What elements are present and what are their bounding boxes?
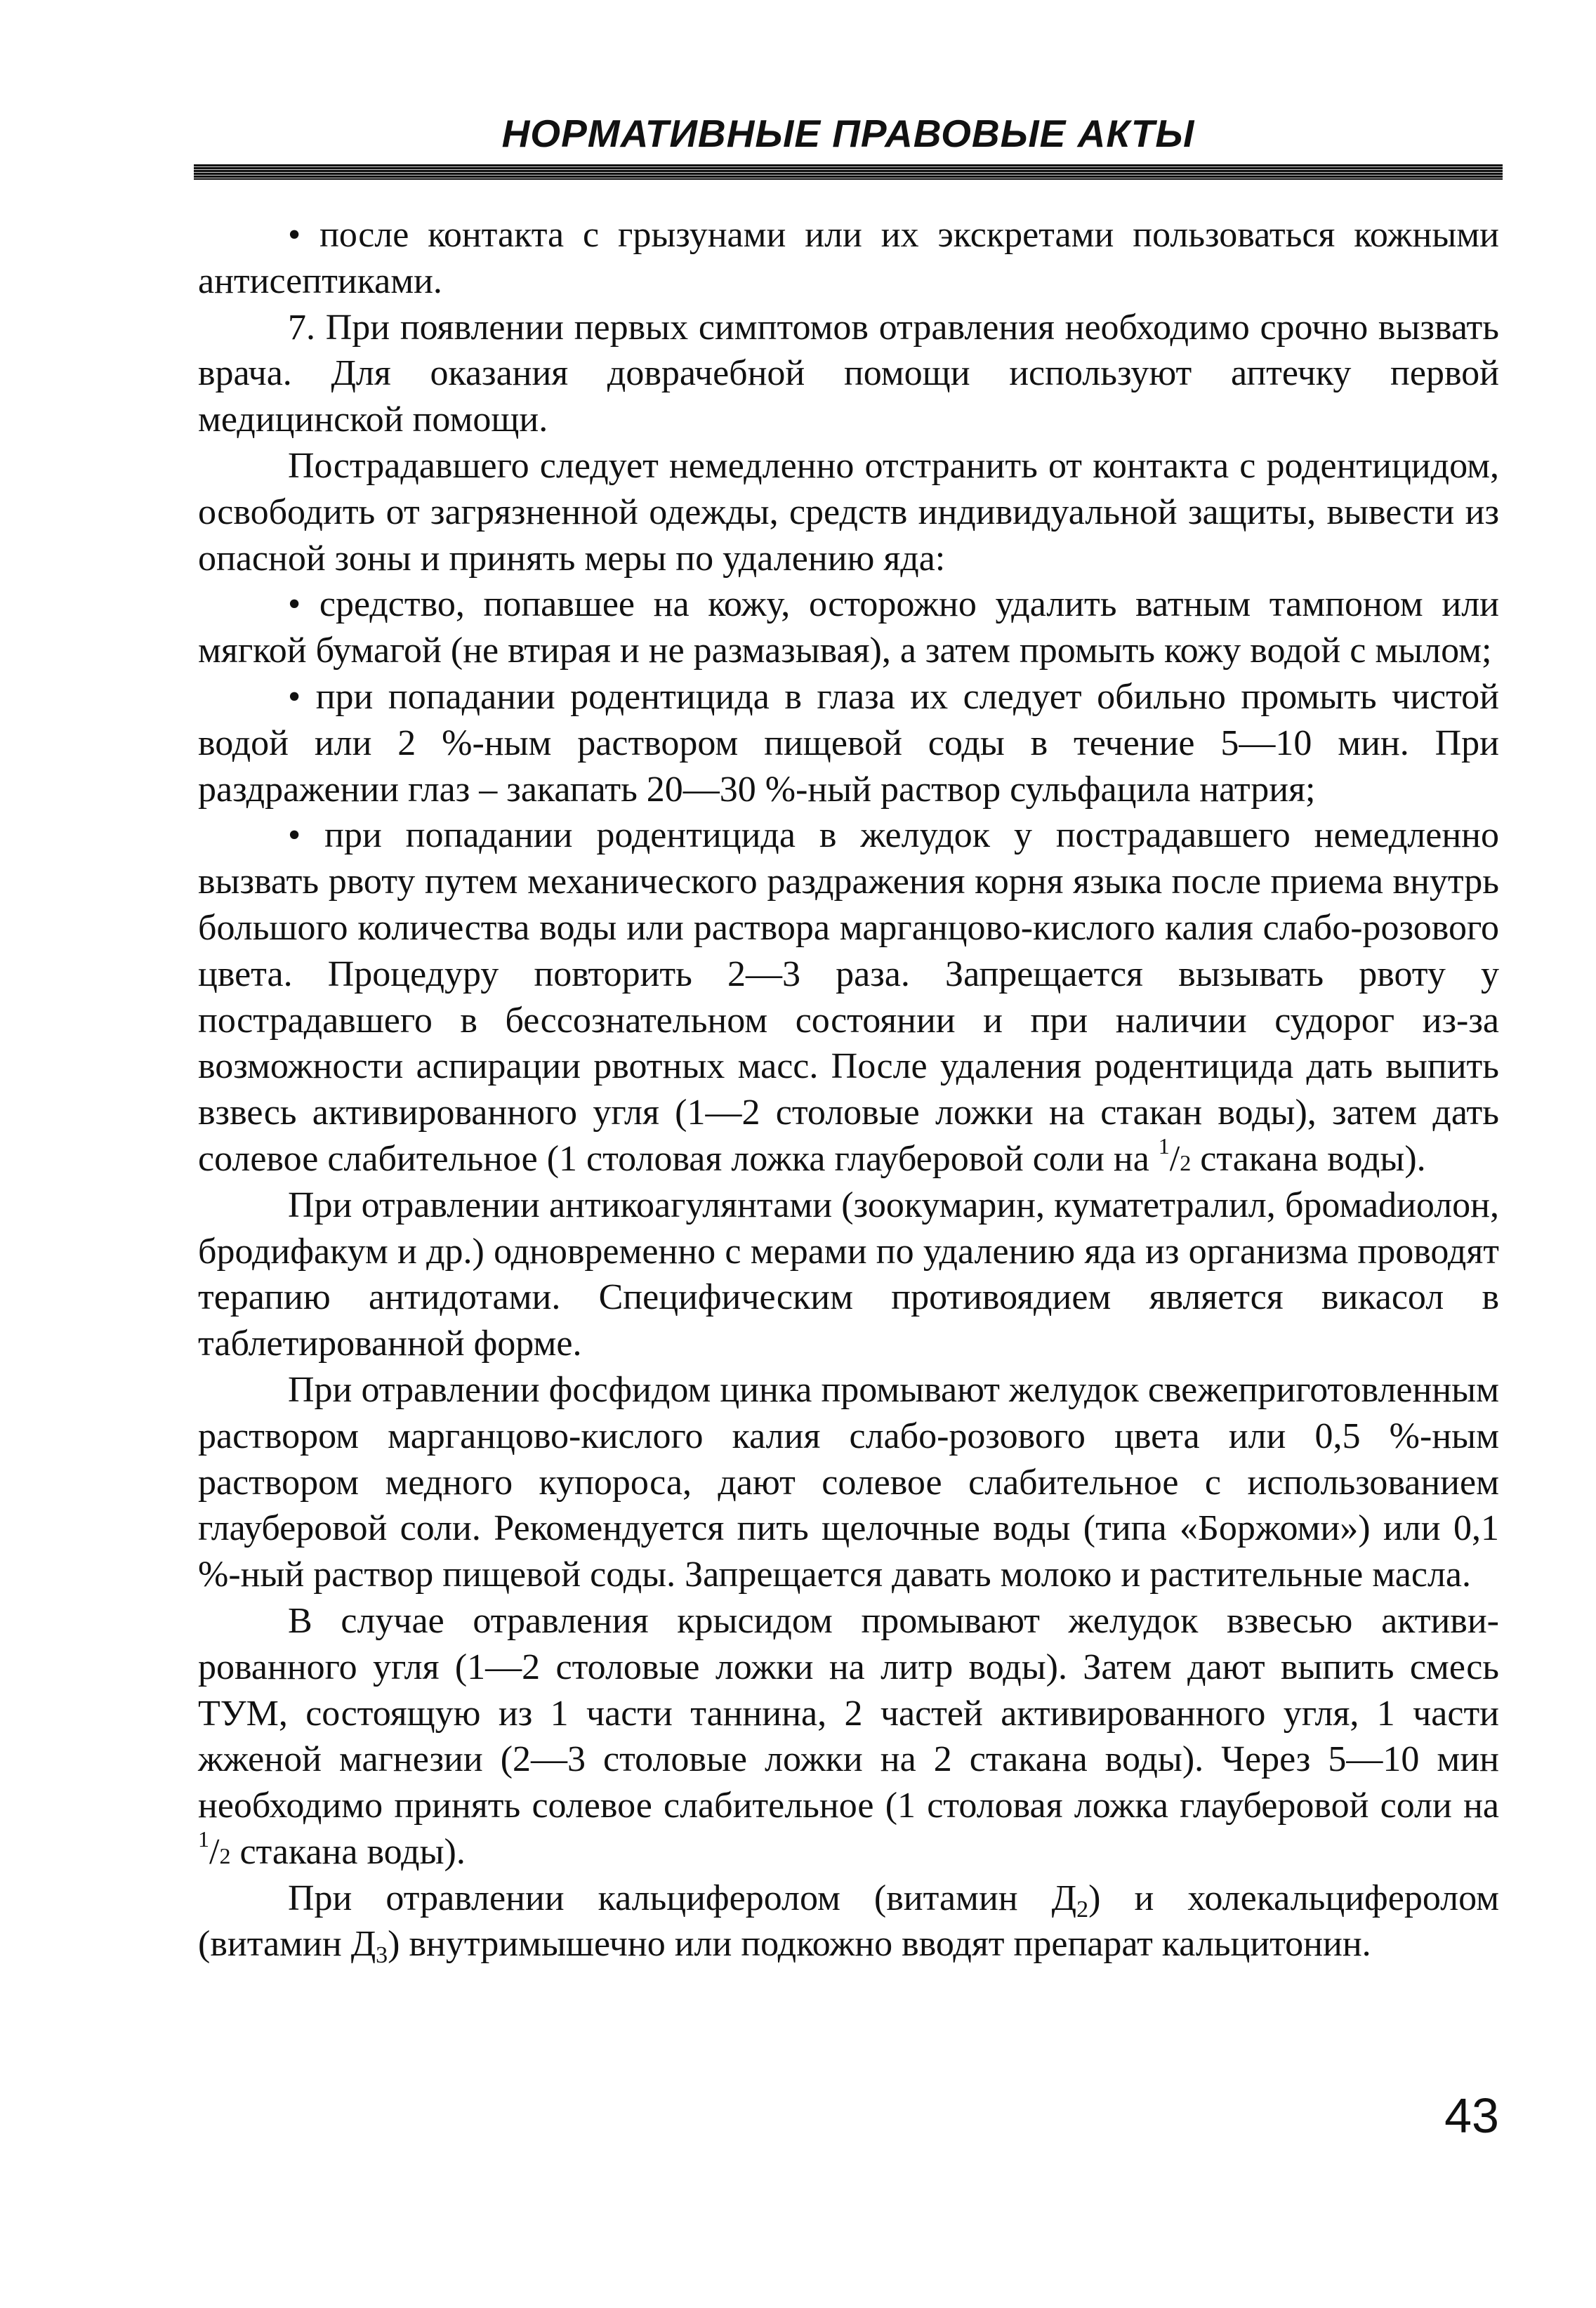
paragraph-anticoagulants: При отравлении антикоагулянтами (зоокумарин, куматетралил, бромаdиолон, бродифакум и др.) одновременно с мерами по удалению яда из организма проводят терапию антидотами. Специфическим противоядием является викасол в таблетированной форме. (198, 1185, 1499, 1364)
paragraph-stomach-contact (198, 812, 1499, 1182)
paragraph-eye-contact: • при попадании родентицида в глаза их следует обильно промыть чистой водой или 2 %-ным раствором пищевой соды в течение 5—10 мин. При раздражении глаз – закапать 20—30 %-ный раствор сульфацила натрия; (198, 676, 1499, 810)
header-rule (194, 164, 1503, 180)
fraction-slash: / (1169, 1138, 1180, 1179)
paragraph-antiseptics: • после контакта с грызунами или их экскретами пользоваться кожными антисептиками. (198, 215, 1499, 301)
fraction-numerator: 1 (198, 1826, 209, 1852)
paragraph-stomach-text: • при попадании родентицида в желудок у пострадавшего немедленно вызвать рвоту путем механического раздражения корня языка после приема внутрь большого количества воды или раствора марганцово-кислого калия слабо-розового цвета. Процедуру повторить 2—3 раза. Запрещается вызывать рвоту у пострадавшего в бессознательном состоянии и при наличии судорог из-за возможности аспирации рвотных масс. После удаления родентицида дать выпить взвесь активированного угля (1—2 столовые ложки на стакан воды), затем дать солевое слабительное (1 столовая ложка глауберовой соли на (198, 815, 1499, 1179)
fraction-numerator: 1 (1158, 1133, 1170, 1159)
paragraph-krysid (198, 1598, 1499, 1875)
running-header (194, 105, 1503, 161)
subscript-d3: 3 (376, 1942, 388, 1969)
fraction-denominator: 2 (1180, 1149, 1192, 1175)
paragraph-skin-contact: • средство, попавшее на кожу, осторожно удалить ватным тампоном или мягкой бумагой (не втирая и не размазывая), а затем промыть кожу водой с мылом; (198, 584, 1499, 671)
paragraph-krysid-text: В случае отравления крысидом промывают желудок взвесью активированного угля (1—2 столовые ложки на литр воды). Затем дают выпить смесь ТУМ, состоящую из 1 части таннина, 2 частей активированного угля, 1 части жженой магнезии (2—3 столовые ложки на 2 стакана воды). Через 5—10 мин необходимо принять солевое слабительное (1 столовая ложка глауберовой соли на (198, 1600, 1499, 1826)
page-number: 43 (1444, 2088, 1499, 2143)
paragraph-first-symptoms: 7. При появлении первых симптомов отравления необходимо срочно вызвать врача. Для оказания доврачебной помощи используют аптечку первой медицинской помощи. (198, 307, 1499, 440)
running-header-title: НОРМАТИВНЫЕ ПРАВОВЫЕ АКТЫ (501, 112, 1195, 155)
fraction-slash: / (209, 1831, 220, 1872)
fraction-denominator: 2 (219, 1842, 231, 1868)
paragraph-krysid-tail: стакана воды). (230, 1831, 466, 1872)
paragraph-calciferol-text: При отравлении кальциферолом (витамин Д (288, 1878, 1077, 1918)
paragraph-zinc-phosphide: При отравлении фосфидом цинка промывают желудок свежеприготовленным раствором марганцово-кислого калия слабо-розового цвета или 0,5 %-ным раствором медного купороса, дают солевое слабительное с использованием глауберовой соли. Рекомендуется пить щелочные воды (типа «Боржоми») или 0,1 %-ный раствор пищевой соды. Запрещается давать молоко и растительные масла. (198, 1369, 1499, 1595)
subscript-d2: 2 (1076, 1896, 1089, 1923)
paragraph-calciferol-middle: ) и холекальциферолом (витамин Д (198, 1878, 1499, 1965)
body-text (198, 212, 1499, 1967)
paragraph-calciferol-tail: ) внутримышечно или подкожно вводят препарат кальцитонин. (388, 1924, 1371, 1965)
paragraph-stomach-tail: стакана воды). (1191, 1138, 1426, 1179)
paragraph-remove-victim: Пострадавшего следует немедленно отстранить от контакта с родентицидом, освободить от загрязненной одежды, средств индивидуальной защиты, вывести из опасной зоны и принять меры по удалению яда: (198, 445, 1499, 579)
paragraph-calciferol (198, 1875, 1499, 1968)
